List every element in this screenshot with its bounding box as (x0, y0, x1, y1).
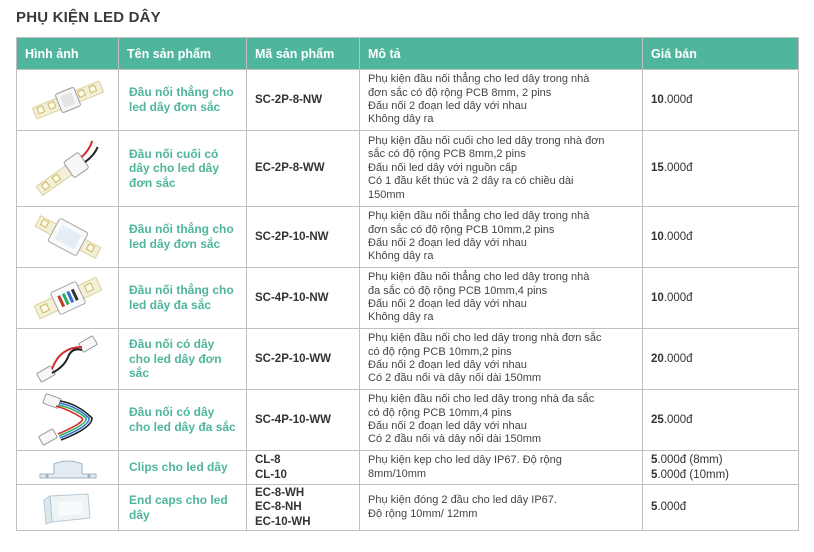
description-line: sắc có độ rộng PCB 8mm,2 pins (368, 148, 526, 161)
price-line (651, 413, 790, 427)
product-price (643, 485, 799, 531)
description-line: Phụ kiện đầu nối thẳng cho led dây trong nhà (368, 210, 590, 223)
product-code-line: EC-10-WH (255, 515, 311, 528)
description-line: Không dây ra (368, 250, 434, 263)
price-rest: .000đ (8mm) (657, 454, 723, 467)
product-code (247, 268, 360, 329)
product-code-line: EC-8-NH (255, 501, 302, 514)
end-connector-image (30, 138, 106, 200)
price-rest: .000đ (657, 501, 687, 514)
product-price (643, 390, 799, 451)
price-main: 10 (651, 230, 664, 243)
description-line: Đấu nối 2 đoạn led dây với nhau (368, 298, 527, 310)
price-main: 20 (651, 352, 664, 365)
table-header-row (17, 38, 799, 70)
price-line (651, 161, 790, 175)
price-main: 10 (651, 291, 664, 304)
description-line: 150mm (368, 188, 405, 201)
description-line: Phụ kiện đóng 2 đầu cho led dây IP67. (368, 494, 557, 507)
product-code (247, 70, 360, 131)
description-line: có độ rộng PCB 10mm,2 pins (368, 345, 512, 358)
price-rest: .000đ (663, 93, 693, 106)
description-line: Đấu nối 2 đoạn led dây với nhau (368, 100, 527, 112)
product-name: End caps cho led dây (119, 485, 247, 531)
product-price (643, 329, 799, 390)
product-image-cell (17, 390, 119, 451)
product-name: Clips cho led dây (119, 451, 247, 485)
table-row (17, 131, 799, 207)
table-row (17, 451, 799, 485)
price-rest: .000đ (663, 352, 693, 365)
price-line (651, 453, 790, 467)
product-description (360, 268, 643, 329)
header-description: Mô tả (360, 38, 643, 70)
product-description (360, 131, 643, 207)
price-rest: .000đ (663, 413, 693, 426)
product-image-cell (17, 485, 119, 531)
description-line: Phụ kiện đầu nối cuối cho led dây trong nhà đơn (368, 134, 605, 147)
description-line: Phụ kiện đầu nối cho led dây trong nhà đơn sắc (368, 332, 602, 345)
product-name: Đầu nối có dây cho led dây đa sắc (119, 390, 247, 451)
product-code-line: EC-2P-8-WW (255, 162, 325, 175)
product-name: Đầu nối có dây cho led dây đơn sắc (119, 329, 247, 390)
description-line: Có 2 đầu nối và dây nối dài 150mm (368, 372, 542, 385)
product-image-cell (17, 329, 119, 390)
table-row (17, 207, 799, 268)
product-image-cell (17, 207, 119, 268)
price-line (651, 468, 790, 482)
product-name: Đầu nối thẳng cho led dây đơn sắc (119, 70, 247, 131)
description-line: Phụ kiện đầu nối cho led dây trong nhà đa sắc (368, 393, 595, 406)
price-main: 15 (651, 162, 664, 175)
price-main: 5 (651, 468, 658, 481)
price-line (651, 352, 790, 366)
product-image-cell (17, 131, 119, 207)
header-product-name: Tên sản phẩm (119, 38, 247, 70)
description-line: Phụ kiện đầu nối thẳng cho led dây trong nhà (368, 73, 590, 86)
product-code (247, 451, 360, 485)
product-image-cell (17, 70, 119, 131)
price-main: 25 (651, 413, 664, 426)
price-line (651, 291, 790, 305)
product-code-line: SC-4P-10-NW (255, 291, 329, 304)
product-description (360, 207, 643, 268)
table-row (17, 70, 799, 131)
description-line: Không dây ra (368, 113, 434, 126)
table-row (17, 268, 799, 329)
product-code (247, 207, 360, 268)
price-rest: .000đ (10mm) (657, 468, 729, 481)
product-price (643, 131, 799, 207)
product-description (360, 485, 643, 531)
price-line (651, 230, 790, 244)
product-name: Đầu nối thẳng cho led dây đa sắc (119, 268, 247, 329)
price-main: 5 (651, 501, 658, 514)
rgb-wired-connector-image (30, 392, 106, 448)
product-image-cell (17, 451, 119, 485)
rgb-straight-connector-image (30, 272, 106, 324)
wired-connector-image (30, 333, 106, 385)
product-name: Đầu nối thẳng cho led dây đơn sắc (119, 207, 247, 268)
page-title: PHỤ KIỆN LED DÂY (16, 9, 161, 26)
product-description (360, 329, 643, 390)
description-line: Không dây ra (368, 311, 434, 324)
product-code-line: SC-2P-8-NW (255, 93, 323, 106)
description-line: đơn sắc có độ rộng PCB 8mm, 2 pins (368, 86, 552, 99)
description-line: Đấu nối led dây với nguồn cấp (368, 161, 518, 174)
price-rest: .000đ (663, 162, 693, 175)
description-line: Phụ kiện kẹp cho led dây IP67. Độ rộng (368, 454, 562, 467)
header-product-code: Mã sản phẩm (247, 38, 360, 70)
description-line: có độ rộng PCB 10mm,4 pins (368, 406, 512, 419)
product-price (643, 207, 799, 268)
product-price (643, 70, 799, 131)
description-line: Phụ kiện đầu nối thẳng cho led dây trong nhà (368, 271, 590, 284)
header-image: Hình ảnh (17, 38, 119, 70)
description-line: Độ rộng 10mm/ 12mm (368, 507, 478, 520)
price-line (651, 93, 790, 107)
product-description (360, 390, 643, 451)
product-image-cell (17, 268, 119, 329)
product-price (643, 451, 799, 485)
clip-image (30, 454, 106, 482)
product-code-line: CL-10 (255, 468, 287, 481)
table-row (17, 329, 799, 390)
description-line: Có 2 đầu nối và dây nối dài 150mm (368, 433, 542, 446)
description-line: 8mm/10mm (368, 467, 427, 480)
price-rest: .000đ (663, 291, 693, 304)
product-code-line: EC-8-WH (255, 487, 305, 499)
product-name: Đầu nối cuối có dây cho led dây đơn sắc (119, 131, 247, 207)
product-code (247, 131, 360, 207)
price-rest: .000đ (663, 230, 693, 243)
description-line: đa sắc có độ rộng PCB 10mm,4 pins (368, 284, 548, 297)
description-line: Đấu nối 2 đoạn led dây với nhau (368, 359, 527, 371)
product-code-line: CL-8 (255, 454, 281, 467)
product-code (247, 390, 360, 451)
product-description (360, 70, 643, 131)
product-table (16, 37, 799, 531)
product-code-line: SC-4P-10-WW (255, 413, 332, 426)
end-cap-image (30, 488, 106, 528)
product-code (247, 485, 360, 531)
price-line (651, 500, 790, 514)
description-line: Đấu nối 2 đoạn led dây với nhau (368, 237, 527, 249)
product-code (247, 329, 360, 390)
description-line: đơn sắc có độ rộng PCB 10mm,2 pins (368, 223, 555, 236)
product-code-line: SC-2P-10-WW (255, 352, 332, 365)
description-line: Có 1 đầu kết thúc và 2 dây ra có chiều dài (368, 175, 574, 188)
table-row (17, 390, 799, 451)
price-main: 10 (651, 93, 664, 106)
table-row (17, 485, 799, 531)
straight-connector-10mm-image (30, 211, 106, 263)
product-price (643, 268, 799, 329)
product-code-line: SC-2P-10-NW (255, 230, 329, 243)
product-description (360, 451, 643, 485)
price-main: 5 (651, 454, 658, 467)
description-line: Đấu nối 2 đoạn led dây với nhau (368, 420, 527, 432)
header-price: Giá bán (643, 38, 799, 70)
straight-connector-image (30, 74, 106, 126)
